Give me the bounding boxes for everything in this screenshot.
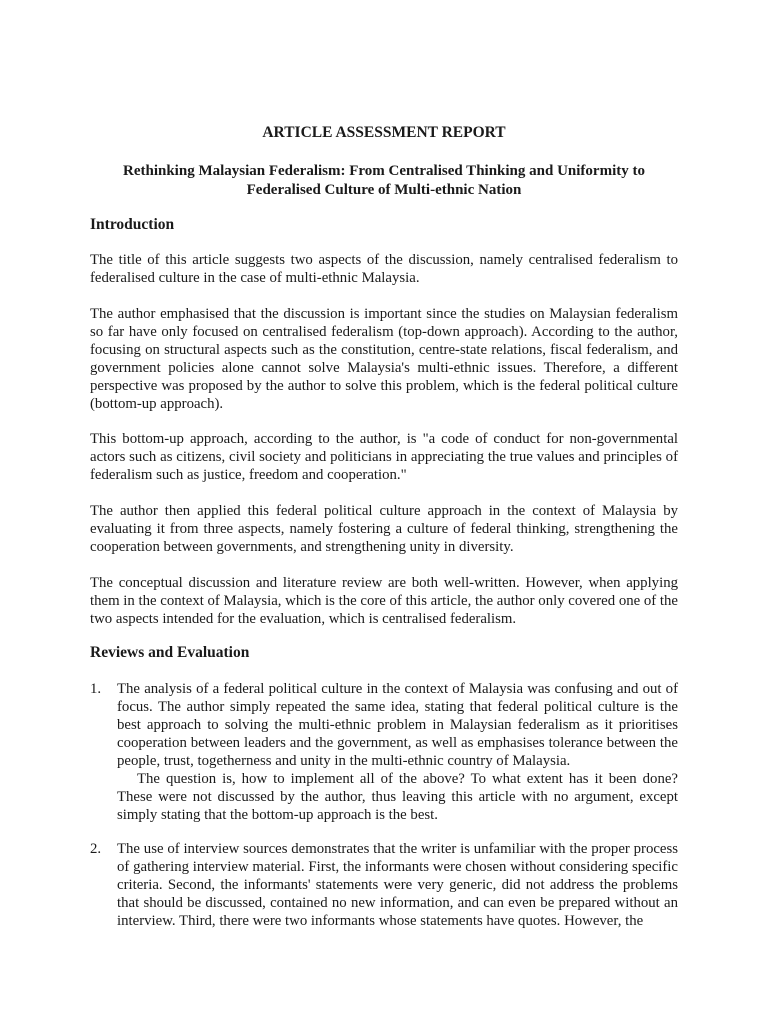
review-item-number: 2. <box>90 841 102 857</box>
review-item-text: The use of interview sources demonstrates that the writer is unfamiliar with the proper process of gathering interview material. First, the informants were chosen without considering specific criteria. Second, the informants' statements were very generic, did not address the problems that should be discussed, contained no new information, and can even be prepared without an interview. Third, there were two informants whose statements have quotes. However, the <box>117 841 678 929</box>
intro-paragraph: The title of this article suggests two aspects of the discussion, namely centralised federalism to federalised culture in the case of multi-ethnic Malaysia. <box>90 252 678 286</box>
intro-paragraph: This bottom-up approach, according to the author, is "a code of conduct for non-governmental actors such as citizens, civil society and politicians in appreciating the true values and principles of federalism such as justice, freedom and cooperation." <box>90 431 678 483</box>
document-title: ARTICLE ASSESSMENT REPORT <box>262 124 506 141</box>
review-item-number: 1. <box>90 681 102 697</box>
reviews-heading: Reviews and Evaluation <box>90 644 250 661</box>
intro-paragraph: The conceptual discussion and literature review are both well-written. However, when applying them in the context of Malaysia, which is the core of this article, the author only covered one of the two aspects intended for the evaluation, which is centralised federalism. <box>90 575 678 627</box>
intro-paragraph: The author emphasised that the discussion is important since the studies on Malaysian federalism so far have only focused on centralised federalism (top-down approach). According to the author, focusing on structural aspects such as the constitution, centre-state relations, fiscal federalism, and government policies alone cannot solve Malaysia's multi-ethnic issues. Therefore, a different perspective was proposed by the author to solve this problem, which is the federal political culture (bottom-up approach). <box>90 306 678 412</box>
introduction-heading: Introduction <box>90 216 175 233</box>
article-title: Rethinking Malaysian Federalism: From Centralised Thinking and Uniformity to Federalised Culture of Multi-ethnic Nation <box>123 163 645 198</box>
review-item-text: The analysis of a federal political culture in the context of Malaysia was confusing and out of focus. The author simply repeated the same idea, stating that federal political culture is the best approach to solving the multi-ethnic problem in Malaysian federalism as it prioritises cooperation between leaders and the government, as well as emphasises tolerance between the people, trust, togetherness and unity in the multi-ethnic country of Malaysia. <box>117 681 678 769</box>
review-item-continuation: The question is, how to implement all of the above? To what extent has it been done? These were not discussed by the author, thus leaving this article with no argument, except simply stating that the bottom-up approach is the best. <box>117 771 678 823</box>
intro-paragraph: The author then applied this federal political culture approach in the context of Malaysia by evaluating it from three aspects, namely fostering a culture of federal thinking, strengthening the cooperation between governments, and strengthening unity in diversity. <box>90 503 678 555</box>
